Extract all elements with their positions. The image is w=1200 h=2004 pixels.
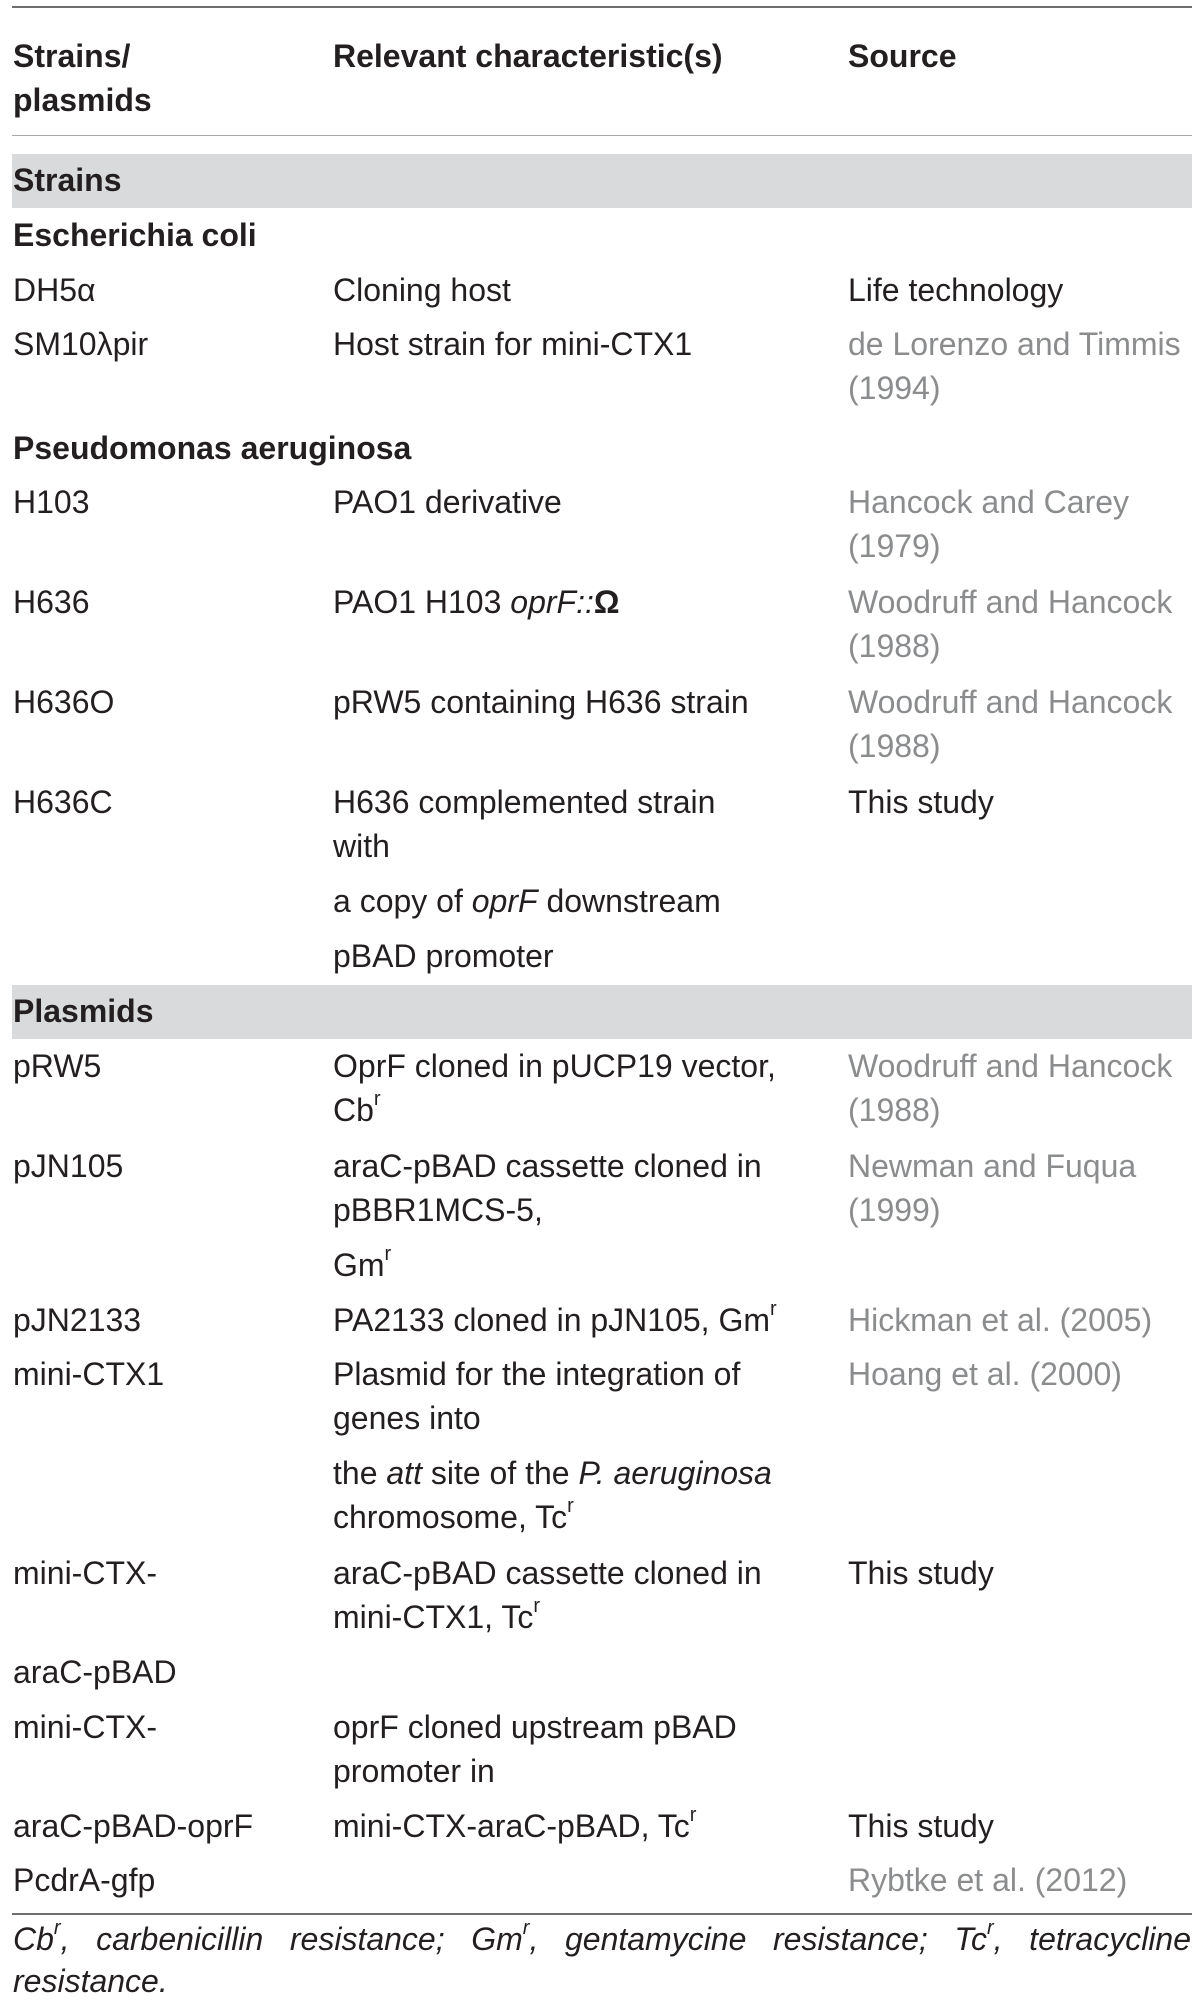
row-minictx-arac-name-line1: mini-CTX- [13,1555,157,1591]
row-minictx-oprf-name-line2: araC-pBAD-oprF [13,1808,254,1844]
table-top-rule [12,6,1192,8]
table-footnote: Cb$^r$, carbenicillin resistance; Gm$^r$, gentamycine resistance; Tc$^r$, tetracycline resistance. [13,1917,1192,1999]
table-bottom-rule [12,1913,1192,1915]
row-minictx-arac-source: This study [848,1555,994,1591]
row-h636o-source-link[interactable]: Woodruff and Hancock [848,684,1173,720]
row-pjn105-name: pJN105 [13,1148,124,1184]
row-minictx1-source-link[interactable]: Hoang et al. (2000) [848,1356,1122,1392]
row-pjn105-char-line3: Gm$^r$ [333,1243,392,1283]
row-minictx1-char-line4: chromosome, Tc$^r$ [333,1495,574,1535]
row-h636o-name: H636O [13,684,115,720]
row-h636-name: H636 [13,584,90,620]
row-h103-source-link[interactable]: Hancock and Carey [848,484,1130,520]
plasmids-section-band [12,985,1192,1039]
row-dh5a-source: Life technology [848,272,1064,308]
row-pjn105-source-link[interactable]: Newman and Fuqua [848,1148,1137,1184]
row-prw5-char-line2: Cb$^r$ [333,1088,381,1128]
row-sm10-name: SM10λpir [13,326,149,362]
section-strains: Strains [13,162,122,198]
row-prw5-name: pRW5 [13,1048,102,1084]
row-pcdra-name: PcdrA-gfp [13,1862,156,1898]
section-ecoli: Escherichia coli [13,217,257,253]
row-h103-source-year[interactable]: (1979) [848,528,941,564]
row-pjn105-char-line2: pBBR1MCS-5, [333,1192,543,1228]
row-h636c-char-line3: a copy of oprF downstream [333,883,721,919]
row-minictx-arac-name-line2: araC-pBAD [13,1654,177,1690]
row-minictx1-char-line2: genes into [333,1400,481,1436]
row-h636c-name: H636C [13,784,113,820]
header-col1-line2: plasmids [13,82,152,118]
row-sm10-source-year[interactable]: (1994) [848,370,941,406]
row-h636c-char-line4: pBAD promoter [333,938,554,974]
row-minictx1-name: mini-CTX1 [13,1356,165,1392]
row-minictx-arac-char-line2: mini-CTX1, Tc$^r$ [333,1595,540,1635]
row-h636o-source-year[interactable]: (1988) [848,728,941,764]
row-pjn105-char-line1: araC-pBAD cassette cloned in [333,1148,762,1184]
row-h636c-source: This study [848,784,994,820]
row-pjn2133-name: pJN2133 [13,1302,142,1338]
row-dh5a-char: Cloning host [333,272,511,308]
section-paeruginosa: Pseudomonas aeruginosa [13,430,412,466]
row-h636c-char-line1: H636 complemented strain [333,784,716,820]
strains-section-band [12,154,1192,208]
row-minictx-arac-char-line1: araC-pBAD cassette cloned in [333,1555,762,1591]
header-bottom-rule [12,135,1192,136]
row-pcdra-source-link[interactable]: Rybtke et al. (2012) [848,1862,1128,1898]
row-h103-name: H103 [13,484,90,520]
row-pjn2133-char: PA2133 cloned in pJN105, Gm$^r$ [333,1298,777,1338]
row-h103-char: PAO1 derivative [333,484,562,520]
row-minictx-oprf-source: This study [848,1808,994,1844]
header-col3: Source [848,38,957,74]
header-col1-line1: Strains/ [13,38,131,74]
row-h636-source-link[interactable]: Woodruff and Hancock [848,584,1173,620]
row-prw5-char-line1: OprF cloned in pUCP19 vector, [333,1048,776,1084]
row-sm10-char: Host strain for mini-CTX1 [333,326,693,362]
header-col2: Relevant characteristic(s) [333,38,723,74]
row-sm10-source-link[interactable]: de Lorenzo and Timmis [848,326,1181,362]
row-h636-char: PAO1 H103 oprF::Ω [333,584,620,620]
row-h636-source-year[interactable]: (1988) [848,628,941,664]
section-plasmids: Plasmids [13,993,154,1029]
row-minictx-oprf-name-line1: mini-CTX- [13,1709,157,1745]
row-minictx1-char-line3: the att site of the P. aeruginosa [333,1455,772,1491]
row-h636c-char-line2: with [333,828,390,864]
row-prw5-source-link[interactable]: Woodruff and Hancock [848,1048,1173,1084]
row-minictx-oprf-char-line1: oprF cloned upstream pBAD [333,1709,737,1745]
row-minictx-oprf-char-line3: mini-CTX-araC-pBAD, Tc$^r$ [333,1804,697,1844]
row-minictx-oprf-char-line2: promoter in [333,1753,495,1789]
row-dh5a-name: DH5α [13,272,96,308]
row-pjn105-source-year[interactable]: (1999) [848,1192,941,1228]
row-h636o-char: pRW5 containing H636 strain [333,684,749,720]
row-prw5-source-year[interactable]: (1988) [848,1092,941,1128]
row-pjn2133-source-link[interactable]: Hickman et al. (2005) [848,1302,1153,1338]
row-minictx1-char-line1: Plasmid for the integration of [333,1356,741,1392]
